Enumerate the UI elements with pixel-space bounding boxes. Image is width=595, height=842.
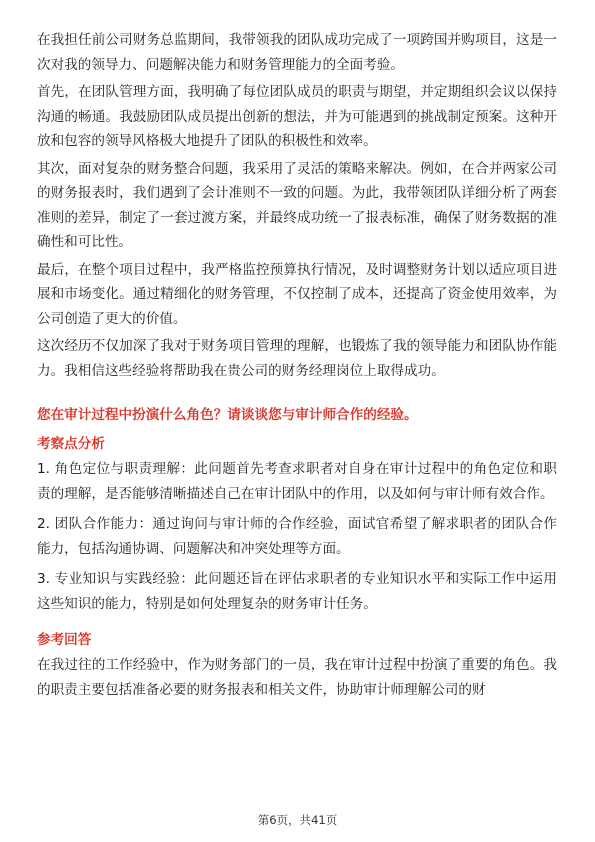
intro-paragraph-4: 最后，在整个项目过程中，我严格监控预算执行情况，及时调整财务计划以适应项目进展和市场变化。通过精细化的财务管理，不仅控制了成本，还提高了资金使用效率，为公司创造了更大的价值。 <box>37 261 557 327</box>
page-footer: 第6页，共41页 <box>257 813 338 827</box>
answer-heading: 参考回答 <box>37 632 92 648</box>
answer-paragraph: 在我过往的工作经验中，作为财务部门的一员，我在审计过程中扮演了重要的角色。我的职责主要包括准备必要的财务报表和相关文件，协助审计师理解公司的财 <box>37 657 557 698</box>
document-body <box>37 28 557 705</box>
analysis-item-3: 3. 专业知识与实践经验：此问题还旨在评估求职者的专业知识水平和实际工作中运用这些知识的能力，特别是如何处理复杂的财务审计任务。 <box>37 571 557 612</box>
intro-paragraph-1: 在我担任前公司财务总监期间，我带领我的团队成功完成了一项跨国并购项目，这是一次对我的领导力、问题解决能力和财务管理能力的全面考验。 <box>37 32 557 73</box>
intro-paragraph-3: 其次，面对复杂的财务整合问题，我采用了灵活的策略来解决。例如，在合并两家公司的财务报表时，我们遇到了会计准则不一致的问题。为此，我带领团队详细分析了两套准则的差异，制定了一套过渡方案，并最终成功统一了报表标准，确保了财务数据的准确性和可比性。 <box>37 160 557 250</box>
intro-paragraph-2: 首先，在团队管理方面，我明确了每位团队成员的职责与期望，并定期组织会议以保持沟通的畅通。我鼓励团队成员提出创新的想法，并为可能遇到的挑战制定预案。这种开放和包容的领导风格极大地提升了团队的积极性和效率。 <box>37 84 557 149</box>
analysis-item-1: 1. 角色定位与职责理解：此问题首先考查求职者对自身在审计过程中的角色定位和职责的理解，是否能够清晰描述自己在审计团队中的作用，以及如何与审计师有效合作。 <box>37 461 557 502</box>
analysis-item-2: 2. 团队合作能力：通过询问与审计师的合作经验，面试官希望了解求职者的团队合作能力，包括沟通协调、问题解决和冲突处理等方面。 <box>37 516 557 557</box>
interview-question: 您在审计过程中扮演什么角色？请谈谈您与审计师合作的经验。 <box>37 407 418 423</box>
analysis-heading: 考察点分析 <box>37 436 105 452</box>
intro-paragraph-5: 这次经历不仅加深了我对于财务项目管理的理解，也锻炼了我的领导能力和团队协作能力。我相信这些经验将帮助我在贵公司的财务经理岗位上取得成功。 <box>37 338 557 379</box>
